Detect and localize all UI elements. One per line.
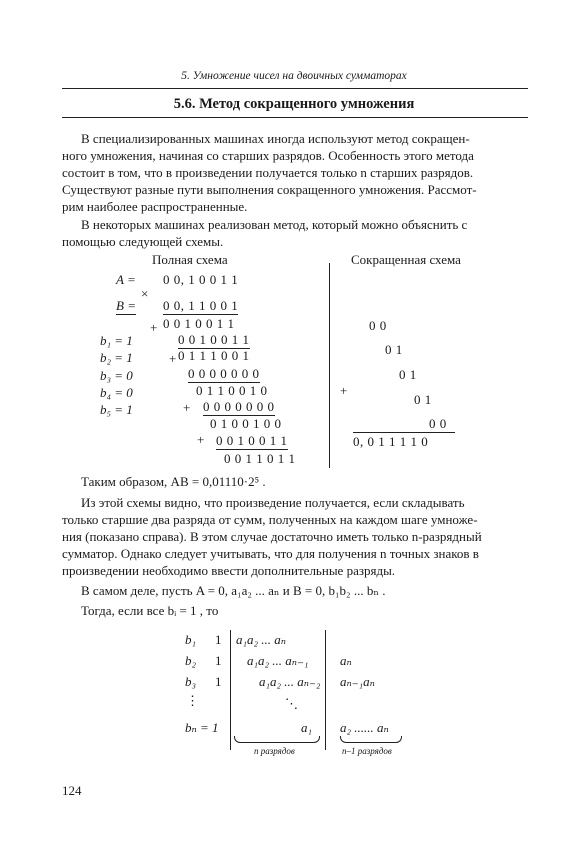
- b-label: B =: [116, 298, 136, 313]
- text-line: состоит в том, что в произведении получается только n старших разрядов.: [62, 165, 474, 180]
- short-row: 0 1: [385, 342, 403, 357]
- plus-sign: +: [197, 432, 205, 447]
- text-line: помощью следующей схемы.: [62, 234, 224, 249]
- b2-row: b₂ = 1: [100, 350, 133, 365]
- text-line: произведении необходимо ввести дополнительные разряды.: [62, 563, 396, 578]
- full-row: 0 1 0 0 1 0 0: [210, 416, 282, 431]
- left-brace: [234, 736, 320, 743]
- b-value: 0 0, 1 1 0 0 1: [163, 298, 239, 313]
- partial-product: a₁a₂ ... aₙ₋₂: [259, 674, 321, 689]
- b-value: 1: [215, 632, 222, 647]
- short-sum-rule: [353, 432, 455, 433]
- section-title: 5.6. Метод сокращенного умножения: [173, 96, 415, 112]
- left-brace-caption: n разрядов: [254, 746, 295, 756]
- text-line: только старшие два разряда от сумм, полученных на каждом шаге умноже-: [62, 512, 478, 527]
- right-brace-caption: n–1 разрядов: [342, 746, 392, 756]
- running-header: 5. Умножение чисел на двоичных сумматорах: [181, 70, 407, 82]
- text-line: рим наиболее распространенные.: [62, 199, 248, 214]
- paragraph-5: В самом деле, пусть A = 0, a₁a₂ ... aₙ и B = 0, b₁b₂ ... bₙ .: [81, 583, 386, 598]
- b-value: 1: [215, 653, 222, 668]
- plus-sign: +: [150, 320, 158, 335]
- text-line: В специализированных машинах иногда используют метод сокращен-: [81, 131, 470, 146]
- short-row: 0 1: [399, 367, 417, 382]
- full-row: 0 0 0 0 0 0 0: [203, 399, 275, 414]
- full-row: 0 0 1 0 0 1 1: [163, 316, 235, 331]
- product-row: 0 0 1 1 0 1 1: [224, 451, 296, 466]
- a-value: 0 0, 1 0 0 1 1: [163, 272, 239, 287]
- times-sign: ×: [141, 286, 149, 301]
- full-scheme-label: Полная схема: [152, 252, 228, 267]
- full-row: 0 1 1 1 0 0 1: [178, 348, 250, 363]
- conclusion-line: Таким образом, AB = 0,01110·2⁵ .: [81, 474, 266, 489]
- header-rule: [62, 88, 528, 89]
- last-dropped: a₂ ...... aₙ: [340, 720, 389, 735]
- last-b: bₙ = 1: [185, 720, 219, 735]
- full-row: 0 0 1 0 0 1 1: [216, 433, 288, 448]
- plus-sign: +: [169, 351, 177, 366]
- partial-product: a₁a₂ ... aₙ: [236, 632, 287, 647]
- paragraph-2: [62, 216, 528, 250]
- diagonal-ellipsis: ⋱: [285, 696, 298, 711]
- last-partial: a₁: [301, 720, 313, 735]
- b5-row: b₅ = 1: [100, 402, 133, 417]
- dropped-digits: aₙ: [340, 653, 352, 668]
- full-row: 0 1 1 0 0 1 0: [196, 383, 268, 398]
- b4-row: b₄ = 0: [100, 385, 133, 400]
- b-name: b₂: [185, 653, 197, 668]
- text-line: ния (показано справа). В этом случае достаточно иметь только n-разрядный: [62, 529, 482, 544]
- b3-row: b₃ = 0: [100, 368, 133, 383]
- plus-sign: +: [183, 400, 191, 415]
- text-line: В некоторых машинах реализован метод, который можно объяснить с: [81, 217, 468, 232]
- short-result: 0, 0 1 1 1 1 0: [353, 434, 429, 449]
- scheme2-divider-left: [230, 630, 231, 750]
- b-value: 1: [215, 674, 222, 689]
- vertical-ellipsis: ⋮: [186, 693, 199, 708]
- full-row: 0 0 0 0 0 0 0: [188, 366, 260, 381]
- dropped-digits: aₙ₋₁aₙ: [340, 674, 375, 689]
- right-brace: [340, 736, 402, 743]
- text-line: сумматор. Однако следует учитывать, что для получения n точных знаков в: [62, 546, 479, 561]
- scheme-divider: [329, 263, 330, 468]
- short-row: 0 0: [369, 318, 387, 333]
- plus-sign: +: [340, 383, 348, 398]
- paragraph-1: [62, 130, 528, 215]
- partial-product: a₁a₂ ... aₙ₋₁: [247, 653, 309, 668]
- short-scheme-label: Сокращенная схема: [351, 252, 461, 267]
- a-label: A =: [116, 272, 136, 287]
- full-row: 0 0 1 0 0 1 1: [178, 332, 250, 347]
- short-row: 0 1: [414, 392, 432, 407]
- title-rule: [62, 117, 528, 118]
- scheme2-divider-right: [325, 630, 326, 750]
- text-line: Существуют разные пути выполнения сокращенного умножения. Рассмот-: [62, 182, 477, 197]
- page-number: 124: [62, 783, 82, 798]
- short-row: 0 0: [429, 416, 447, 431]
- text-line: Из этой схемы видно, что произведение получается, если складывать: [81, 495, 465, 510]
- b1-row: b₁ = 1: [100, 333, 133, 348]
- text-line: ного умножения, начиная со старших разрядов. Особенность этого метода: [62, 148, 474, 163]
- b-name: b₁: [185, 632, 197, 647]
- paragraph-6: Тогда, если все bᵢ = 1 , то: [81, 603, 219, 618]
- paragraph-4: [62, 494, 528, 579]
- b-name: b₃: [185, 674, 197, 689]
